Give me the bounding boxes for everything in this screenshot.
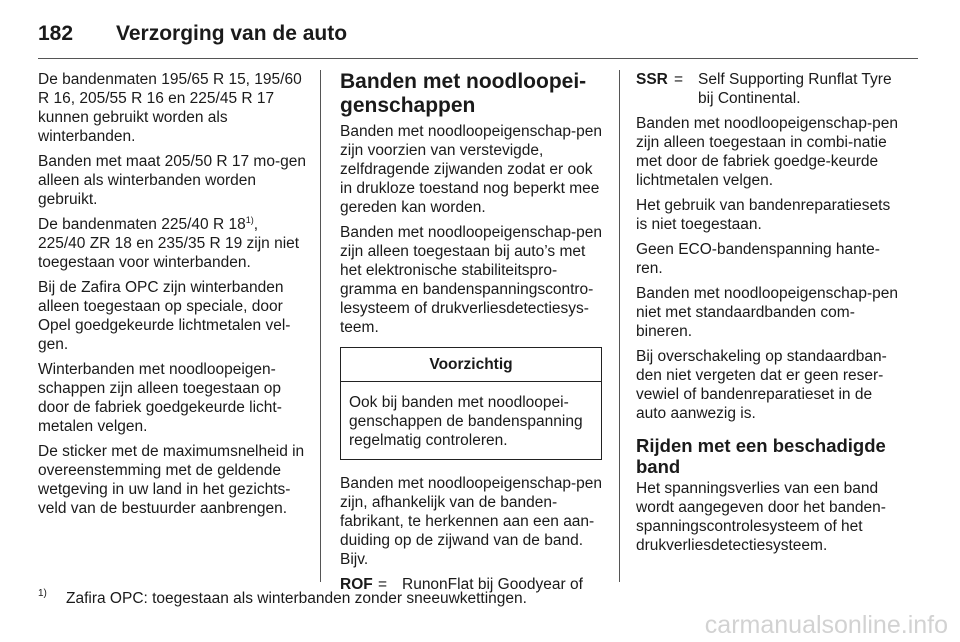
column-2 [340, 70, 602, 600]
footnote [38, 590, 527, 608]
column-divider-2 [619, 70, 620, 582]
footnote-reference: 1) [245, 214, 254, 225]
paragraph: Bij de Zafira OPC zijn winterbanden alleen toegestaan op speciale, door Opel goedgekeurde lichtmetalen vel-gen. [38, 279, 291, 353]
definition-description: RunonFlat bij Goodyear of [402, 576, 583, 593]
paragraph-with-footnote [38, 215, 306, 272]
section-heading: Rijden met een beschadigde band [636, 435, 886, 477]
header-divider [38, 58, 918, 59]
section-heading: Banden met noodloopei-genschappen [340, 70, 587, 117]
definition-term: ROF [340, 576, 373, 593]
paragraph: De bandenmaten 195/65 R 15, 195/60 R 16, 205/55 R 16 en 225/45 R 17 kunnen gebruikt worden als winterbanden. [38, 71, 302, 145]
paragraph: Banden met noodloopeigenschap-pen zijn, afhankelijk van de banden-fabrikant, te herkennen aan een aan-duiding op de zijwand van de band. Bijv. [340, 475, 602, 568]
footnote-text: Zafira OPC: toegestaan als winterbanden zonder sneeuwkettingen. [66, 590, 527, 607]
paragraph: Winterbanden met noodloopeigen-schappen zijn alleen toegestaan op door de fabriek goedgekeurde licht-metalen velgen. [38, 361, 282, 435]
caution-box [340, 347, 602, 460]
definition-term: SSR [636, 71, 668, 88]
definition-equals: = [674, 71, 684, 88]
paragraph: Banden met maat 205/50 R 17 mo-gen alleen als winterbanden worden gebruikt. [38, 153, 306, 208]
definition-equals: = [378, 576, 388, 593]
footnote-mark: 1) [38, 588, 47, 599]
definition-description: Self Supporting Runflat Tyre bij Continental. [698, 71, 892, 107]
paragraph: Banden met noodloopeigenschap-pen zijn alleen toegestaan in combi-natie met door de fabriek goedge-keurde lichtmetalen velgen. [636, 115, 898, 189]
watermark: carmanualsonline.info [704, 611, 948, 639]
page-title: Verzorging van de auto [116, 22, 348, 45]
column-1 [38, 70, 306, 524]
definition-row-ssr [636, 70, 904, 108]
paragraph: Geen ECO-bandenspanning hante-ren. [636, 241, 880, 277]
caution-title: Voorzichtig [341, 348, 601, 382]
page-number: 182 [38, 22, 74, 45]
paragraph-text: , 225/40 ZR 18 en 235/35 R 19 zijn niet toegestaan voor winterbanden. [38, 216, 300, 271]
caution-body: Ook bij banden met noodloopei-genschappen de bandenspanning regelmatig controleren. [349, 394, 583, 449]
paragraph: Banden met noodloopeigenschap-pen zijn alleen toegestaan bij auto’s met het elektronische stabiliteitspro-gramma en bandenspanningscontro-lesysteem of drukverliesdetectiesys-teem. [340, 224, 602, 336]
column-3 [636, 70, 904, 561]
paragraph: Banden met noodloopeigenschap-pen zijn voorzien van verstevigde, zelfdragende zijwanden zodat er ook in drukloze toestand nog beperkt mee gereden kan worden. [340, 123, 602, 216]
paragraph-text: De bandenmaten 225/40 R 18 [38, 216, 246, 233]
paragraph: De sticker met de maximumsnelheid in overeenstemming met de geldende wetgeving in uw land in het gezichts-veld van de bestuurder aanbrengen. [38, 443, 305, 517]
column-divider-1 [320, 70, 321, 582]
page-header [38, 14, 918, 54]
paragraph: Het gebruik van bandenreparatiesets is niet toegestaan. [636, 197, 891, 233]
paragraph: Banden met noodloopeigenschap-pen niet met standaardbanden com-bineren. [636, 285, 898, 340]
paragraph: Bij overschakeling op standaardban-den niet vergeten dat er geen reser-vewiel of bandenreparatieset in de auto aanwezig is. [636, 348, 887, 422]
paragraph: Het spanningsverlies van een band wordt aangegeven door het banden-spanningscontrolesysteem of het drukverliesdetectiesysteem. [636, 480, 886, 554]
